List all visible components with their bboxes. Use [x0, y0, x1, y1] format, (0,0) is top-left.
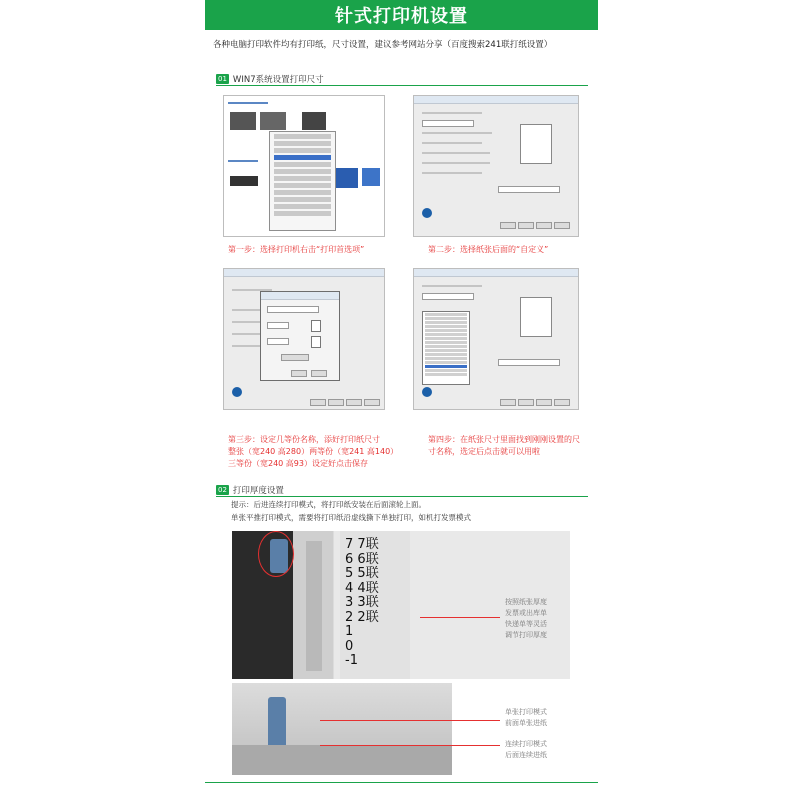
tips-text — [231, 498, 471, 524]
screenshot-custom-size-dialog — [223, 268, 385, 410]
step-3-line-2: 整张（宽240 高280）两等份（宽241 高140） — [228, 447, 399, 456]
monitor-icon — [336, 168, 358, 188]
callout-arrow-continuous — [320, 745, 500, 746]
scale-row: 0 — [345, 638, 354, 654]
section-2-divider — [216, 496, 588, 497]
scale-row: 3 3联 — [345, 595, 379, 610]
mode-lever-photo — [232, 683, 452, 775]
printer-icon — [260, 112, 286, 130]
keyboard-icon — [230, 176, 258, 186]
paper-preview — [520, 297, 552, 337]
printer-icon — [230, 112, 256, 130]
intro-text: 各种电脑打印软件均有打印纸，尺寸设置，建议参考网站分享（百度搜索241联打纸设置） — [213, 40, 553, 50]
scale-row: 4 4联 — [345, 580, 379, 596]
section-1-number: 01 — [218, 75, 227, 83]
callout-single-mode: 单张打印模式 前面单张进纸 — [505, 708, 547, 727]
section-2-title: 打印厚度设置 — [232, 486, 284, 496]
step-4-line-1: 第四步：在纸张尺寸里面找到刚刚设置的尺 — [428, 435, 580, 444]
scale-row: 1 — [345, 624, 354, 639]
step-1-caption: 第一步：选择打印机右击“打印首选项” — [228, 245, 365, 254]
paper-size-dropdown-list — [422, 311, 470, 385]
step-2-caption: 第二步：选择纸张后面的“自定义” — [428, 245, 549, 254]
section-1-header — [216, 73, 324, 85]
bottom-divider — [205, 782, 598, 783]
tip-line-2: 单张平推打印模式，需要将打印纸沿虚线撕下单独打印，如机打发票模式 — [231, 513, 471, 522]
thickness-scale — [345, 538, 425, 669]
hp-logo-icon — [422, 208, 432, 218]
section-2-header — [216, 484, 284, 496]
scale-row: 2 2联 — [345, 609, 379, 625]
tip-line-1: 提示：后进连续打印模式，将打印纸安装在后面滚轮上面。 — [231, 500, 426, 509]
context-menu — [269, 131, 336, 231]
section-2-number: 02 — [218, 486, 227, 494]
monitor-icon — [362, 168, 380, 186]
paper-preview — [520, 124, 552, 164]
step-3-line-1: 第三步：设定几等份名称，添好打印纸尺寸 — [228, 435, 380, 444]
step-4-line-2: 寸名称，选定后点击就可以用啦 — [428, 447, 540, 456]
hp-logo-icon — [232, 387, 242, 397]
section-1-divider — [216, 85, 588, 86]
printer-icon — [302, 112, 326, 130]
step-4-caption — [428, 434, 580, 458]
page-title: 针式打印机设置 — [335, 6, 468, 27]
scale-row: 5 5联 — [345, 566, 379, 581]
screenshot-paper-size-list — [413, 268, 579, 410]
custom-size-window — [260, 291, 340, 381]
callout-arrow-single — [320, 720, 500, 721]
scale-row: 6 6联 — [345, 551, 379, 567]
printer-body — [232, 745, 452, 775]
step-3-caption — [228, 434, 398, 470]
page-banner — [205, 0, 598, 30]
screenshot-printing-preferences — [413, 95, 579, 237]
callout-thickness: 按照纸张厚度 发票或出库单 快递单等灵活 调节打印厚度 — [505, 598, 547, 639]
scale-row: -1 — [345, 653, 358, 668]
lever-highlight-circle — [258, 531, 294, 577]
step-3-line-3: 三等份（宽240 高93）设定好点击保存 — [228, 459, 368, 468]
scale-row: 7 7联 — [345, 537, 379, 552]
hp-logo-icon — [422, 387, 432, 397]
section-1-title: WIN7系统设置打印尺寸 — [232, 75, 324, 85]
callout-continuous-mode: 连续打印模式 后面连续进纸 — [505, 740, 547, 759]
scale-strip — [306, 541, 322, 671]
screenshot-devices-printers — [223, 95, 385, 237]
callout-arrow-thickness — [420, 617, 500, 618]
